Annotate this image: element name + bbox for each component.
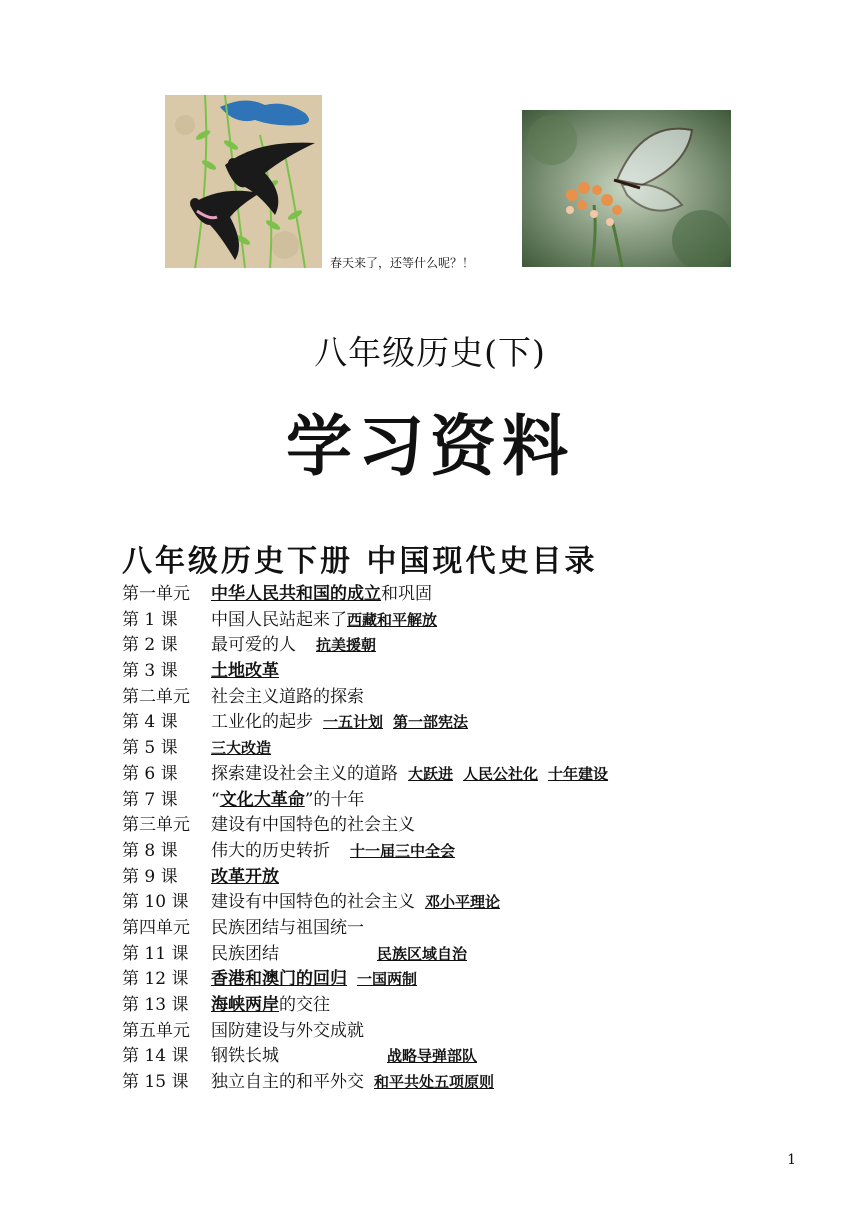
toc-text: 工业化的起步: [211, 712, 313, 733]
toc-label: 第 8 课: [122, 840, 178, 861]
toc-label: 第 10 课: [122, 892, 189, 913]
toc-keyword: 抗美援朝: [316, 636, 377, 655]
toc-keyword: 大跃进: [408, 764, 454, 783]
toc-label: 第三单元: [122, 815, 190, 836]
toc-keyword: 土地改革: [211, 661, 279, 682]
toc-label: 第 11 课: [122, 943, 189, 964]
toc-row: [122, 890, 822, 916]
toc-text: 钢铁长城: [211, 1046, 279, 1067]
toc-text: 社会主义道路的探索: [211, 686, 364, 707]
toc-row: [122, 839, 822, 865]
toc-label: 第 5 课: [122, 738, 178, 759]
main-title: 学习资料: [286, 407, 574, 485]
toc-text: “: [211, 789, 220, 810]
toc-row: [122, 788, 822, 814]
toc-keyword: 和平共处五项原则: [374, 1073, 495, 1092]
toc-text: 建设有中国特色的社会主义: [211, 892, 415, 913]
toc-label: 第 15 课: [122, 1072, 189, 1093]
toc-label: 第 1 课: [122, 609, 178, 630]
toc-keyword: 人民公社化: [463, 764, 539, 783]
toc-keyword: 一五计划: [323, 713, 384, 732]
toc-row: [122, 813, 822, 839]
image-caption: 春天来了，还等什么呢？！: [330, 256, 475, 270]
toc-row: [122, 710, 822, 736]
toc-row: [122, 736, 822, 762]
toc-row: [122, 685, 822, 711]
toc-keyword: 海峡两岸: [211, 995, 279, 1015]
toc-row: [122, 659, 822, 685]
toc-keyword: 香港和澳门的回归: [211, 969, 347, 990]
toc-label: 第 9 课: [122, 866, 178, 887]
page-number: 1: [787, 1152, 796, 1168]
toc-label: 第 13 课: [122, 995, 189, 1015]
toc-label: 第四单元: [122, 917, 190, 938]
toc-keyword: 邓小平理论: [425, 893, 501, 912]
toc-keyword: 文化大革命: [219, 789, 305, 810]
toc-keyword: 改革开放: [211, 866, 279, 887]
toc-keyword: 三大改造: [211, 739, 272, 758]
toc-text: 国防建设与外交成就: [211, 1020, 364, 1041]
toc-text: 探索建设社会主义的道路: [211, 763, 398, 784]
toc-text: 民族团结与祖国统一: [211, 917, 364, 938]
toc-label: 第 4 课: [122, 712, 178, 733]
toc-keyword: 十一届三中全会: [350, 841, 456, 860]
toc-label: 第一单元: [122, 584, 190, 604]
toc-label: 第 6 课: [122, 763, 178, 784]
toc-text: 建设有中国特色的社会主义: [211, 815, 415, 836]
toc-text: 中国人民站起来了: [211, 609, 347, 630]
toc-row: [122, 762, 822, 788]
toc-row: [122, 1070, 822, 1096]
toc-label: 第 7 课: [122, 789, 178, 810]
toc-keyword: 战略导弹部队: [387, 1047, 478, 1066]
toc-keyword: 十年建设: [548, 764, 609, 783]
toc-keyword: 第一部宪法: [393, 713, 469, 732]
toc-label: 第 2 课: [122, 635, 178, 656]
subtitle: 八年级历史(下): [314, 333, 546, 372]
toc-row: [122, 1044, 822, 1070]
toc-text: 独立自主的和平外交: [211, 1072, 364, 1093]
toc-text: ”的十年: [304, 789, 365, 810]
toc-keyword: 西藏和平解放: [347, 610, 438, 629]
butterfly-photo: [522, 110, 731, 267]
toc-row: [122, 865, 822, 891]
toc-row: [122, 967, 822, 993]
toc-row: [122, 942, 822, 968]
toc-label: 第 12 课: [122, 969, 189, 990]
toc-row: [122, 608, 822, 634]
toc-row: [122, 633, 822, 659]
toc-row: [122, 916, 822, 942]
toc-label: 第 3 课: [122, 661, 178, 682]
swallows-illustration: [165, 95, 322, 268]
toc-keyword: 中华人民共和国的成立: [211, 584, 381, 604]
toc-text: 最可爱的人: [211, 635, 296, 656]
toc-label: 第 14 课: [122, 1046, 189, 1067]
toc-label: 第五单元: [122, 1020, 190, 1041]
toc-text: 伟大的历史转折: [211, 840, 330, 861]
toc-label: 第二单元: [122, 686, 190, 707]
toc-text: 的交往: [279, 995, 330, 1015]
toc-text: 和巩固: [381, 584, 432, 604]
toc-text: 民族团结: [211, 943, 279, 964]
toc-keyword: 一国两制: [357, 970, 418, 989]
toc-keyword: 民族区域自治: [377, 944, 468, 963]
toc-row: [122, 993, 822, 1019]
table-of-contents: [122, 582, 822, 1096]
toc-row: [122, 1019, 822, 1045]
toc-row: [122, 582, 822, 608]
toc-title: 八年级历史下册 中国现代史目录: [122, 544, 598, 579]
